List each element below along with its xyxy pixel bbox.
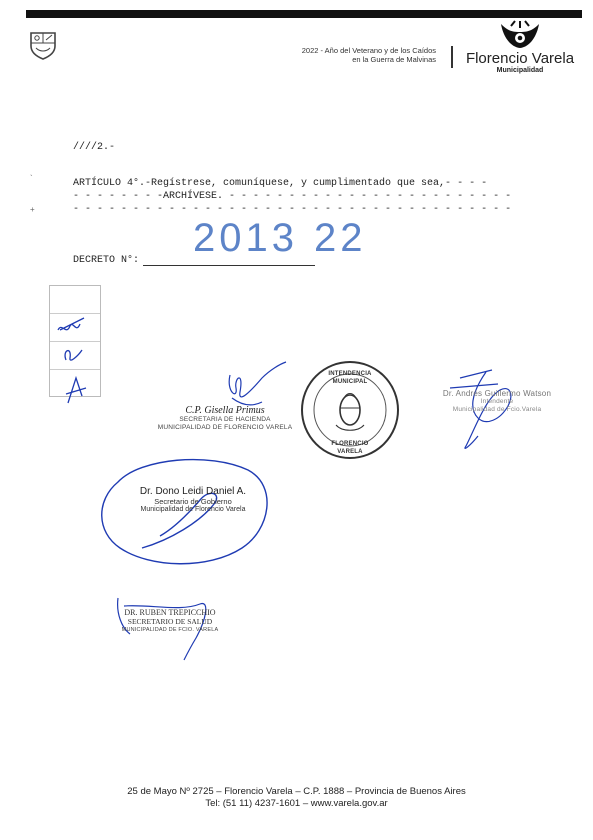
primus-name: C.P. Gisella Primus [185, 405, 265, 416]
primus-role: SECRETARIA DE HACIENDA [179, 416, 271, 423]
primus-org: MUNICIPALIDAD DE FLORENCIO VARELA [157, 424, 293, 431]
routing-initials-drawing [58, 318, 86, 403]
margin-mark: ` [30, 174, 33, 183]
article-line-3: - - - - - - - - - - - - - - - - - - - - - - - - - - - - - - - - - - - - - [73, 204, 512, 215]
signature-block-primus [150, 405, 300, 432]
primus-signature-drawing [229, 362, 286, 405]
signature-block-leidi [128, 486, 258, 513]
leidi-name: Dr. Dono Leidi Daniel A. [139, 486, 247, 497]
leidi-role: Secretario de Gobierno [154, 497, 232, 506]
footer-contact: Tel: (51 11) 4237-1601 – www.varela.gov.ar [205, 798, 388, 809]
decreto-year: 2013 [193, 216, 298, 260]
leidi-org: Municipalidad de Florencio Varela [140, 506, 246, 513]
seal-bottom-text: FLORENCIO VARELA [331, 441, 369, 455]
footer-address: 25 de Mayo Nº 2725 – Florencio Varela – C.P. 1888 – Provincia de Buenos Aires [127, 786, 466, 797]
watson-role: Intendente [480, 398, 514, 405]
decreto-label: DECRETO N°: [73, 255, 140, 266]
seal-top-text: INTENDENCIA MUNICIPAL [328, 371, 372, 385]
motto-line-1: 2022 - Año del Veterano y de los Caídos [301, 46, 436, 55]
trepicchio-name: DR. RUBEN TREPICCHIO [124, 608, 216, 617]
signature-block-watson [432, 390, 562, 414]
trepicchio-org: MUNICIPALIDAD DE FCIO. VARELA [121, 627, 219, 633]
page-reference: ////2.- [73, 142, 116, 153]
margin-mark: + [30, 205, 35, 214]
article-line-1: ARTÍCULO 4°.-Regístrese, comuníquese, y cumplimentado que sea,- - - - [73, 178, 488, 189]
motto-line-2: en la Guerra de Malvinas [352, 55, 436, 64]
brand-subtitle: Municipalidad [496, 67, 544, 74]
brand-name: Florencio Varela [465, 50, 575, 67]
decreto-number: 22 [313, 216, 367, 260]
signature-block-trepicchio [110, 608, 230, 634]
trepicchio-role: SECRETARIO DE SALUD [127, 617, 213, 626]
watson-org: Municipalidad de Fcio.Varela [452, 406, 542, 413]
article-line-2: - - - - - - - -ARCHÍVESE. - - - - - - - - - - - - - - - - - - - - - - - - [73, 191, 512, 202]
watson-name: Dr. Andrés Guillermo Watson [442, 389, 552, 398]
